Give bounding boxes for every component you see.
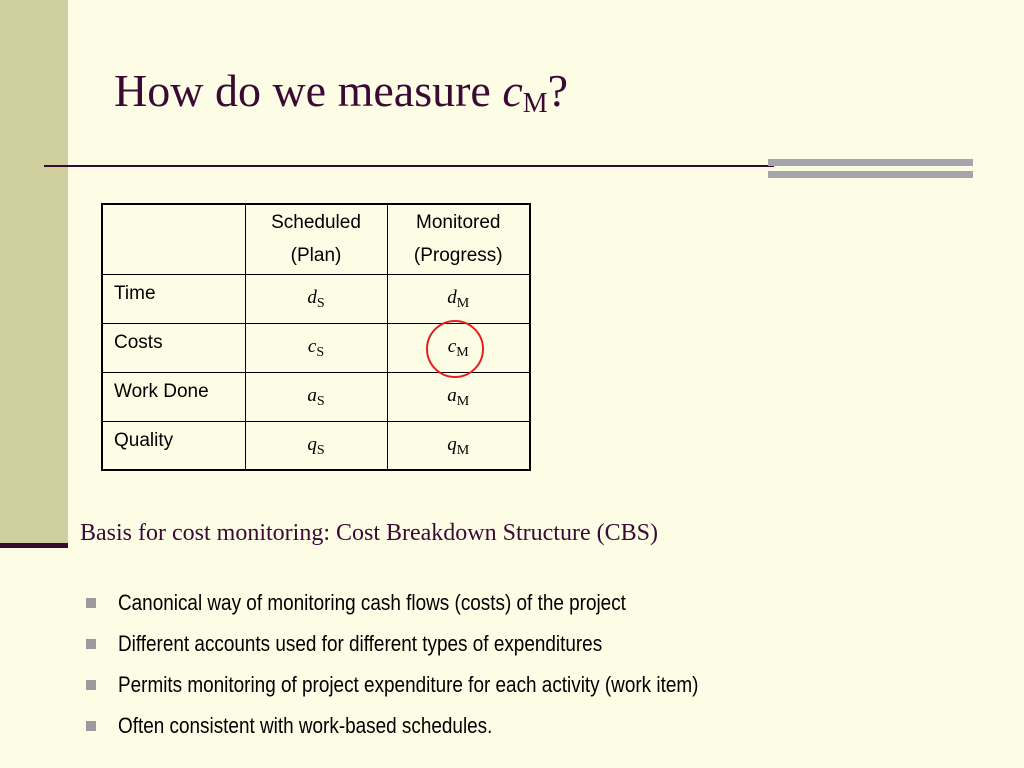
- scheduled-value: [245, 421, 387, 470]
- monitored-value: [387, 372, 530, 421]
- column-header-line: Scheduled: [271, 212, 361, 234]
- title-suffix: ?: [547, 65, 569, 116]
- row-label: Costs: [102, 323, 245, 372]
- scheduled-value: [245, 274, 387, 323]
- title-variable: c: [502, 65, 523, 116]
- divider-accent-bar-bottom: [768, 171, 973, 178]
- math-variable: c: [307, 335, 317, 357]
- monitored-value: [387, 421, 530, 470]
- list-item: [86, 623, 793, 664]
- math-variable: q: [307, 433, 317, 455]
- row-label: Time: [102, 274, 245, 323]
- section-subheading: Basis for cost monitoring: Cost Breakdown Structure (CBS): [80, 520, 658, 546]
- square-bullet-icon: [86, 598, 96, 608]
- title-text: How do we measure: [114, 65, 503, 116]
- list-item: [86, 664, 793, 705]
- table-row: [102, 372, 530, 421]
- column-header-monitored: [387, 204, 530, 274]
- math-subscript: S: [316, 344, 325, 360]
- square-bullet-icon: [86, 721, 96, 731]
- row-label: Work Done: [102, 372, 245, 421]
- math-subscript: S: [316, 442, 325, 458]
- table-row: [102, 274, 530, 323]
- table-corner-cell: [102, 204, 245, 274]
- monitored-value: [387, 274, 530, 323]
- table-row: [102, 421, 530, 470]
- scheduled-value: [245, 323, 387, 372]
- math-variable: c: [447, 335, 457, 357]
- math-subscript: S: [316, 295, 325, 311]
- math-variable: d: [447, 286, 457, 308]
- math-variable: d: [307, 286, 317, 308]
- sidebar-foot-line: [0, 543, 68, 548]
- title-subscript: M: [522, 88, 548, 119]
- bullet-list: [86, 582, 793, 746]
- scheduled-value: [245, 372, 387, 421]
- slide-title: [114, 66, 568, 120]
- column-header-scheduled: [245, 204, 387, 274]
- bullet-text: Different accounts used for different types of expenditures: [118, 630, 603, 656]
- title-divider: [44, 165, 774, 167]
- math-variable: q: [447, 433, 457, 455]
- math-variable: a: [447, 384, 457, 406]
- column-header-line: (Progress): [413, 245, 503, 267]
- bullet-text: Permits monitoring of project expenditure for each activity (work item): [118, 671, 699, 697]
- divider-accent-bar-top: [768, 159, 973, 166]
- row-label: Quality: [102, 421, 245, 470]
- highlight-circle: [426, 320, 484, 378]
- math-subscript: M: [456, 295, 470, 311]
- column-header-line: (Plan): [290, 245, 342, 267]
- math-subscript: M: [456, 344, 469, 360]
- square-bullet-icon: [86, 639, 96, 649]
- table-header-row: [102, 204, 530, 274]
- bullet-text: Canonical way of monitoring cash flows (costs) of the project: [118, 589, 626, 615]
- math-subscript: S: [316, 393, 325, 409]
- bullet-text: Often consistent with work-based schedules.: [118, 712, 493, 738]
- column-header-line: Monitored: [416, 212, 501, 234]
- list-item: [86, 705, 793, 746]
- sidebar-accent: [0, 0, 68, 545]
- list-item: [86, 582, 793, 623]
- square-bullet-icon: [86, 680, 96, 690]
- math-subscript: M: [456, 442, 470, 458]
- math-variable: a: [307, 384, 317, 406]
- math-subscript: M: [456, 393, 470, 409]
